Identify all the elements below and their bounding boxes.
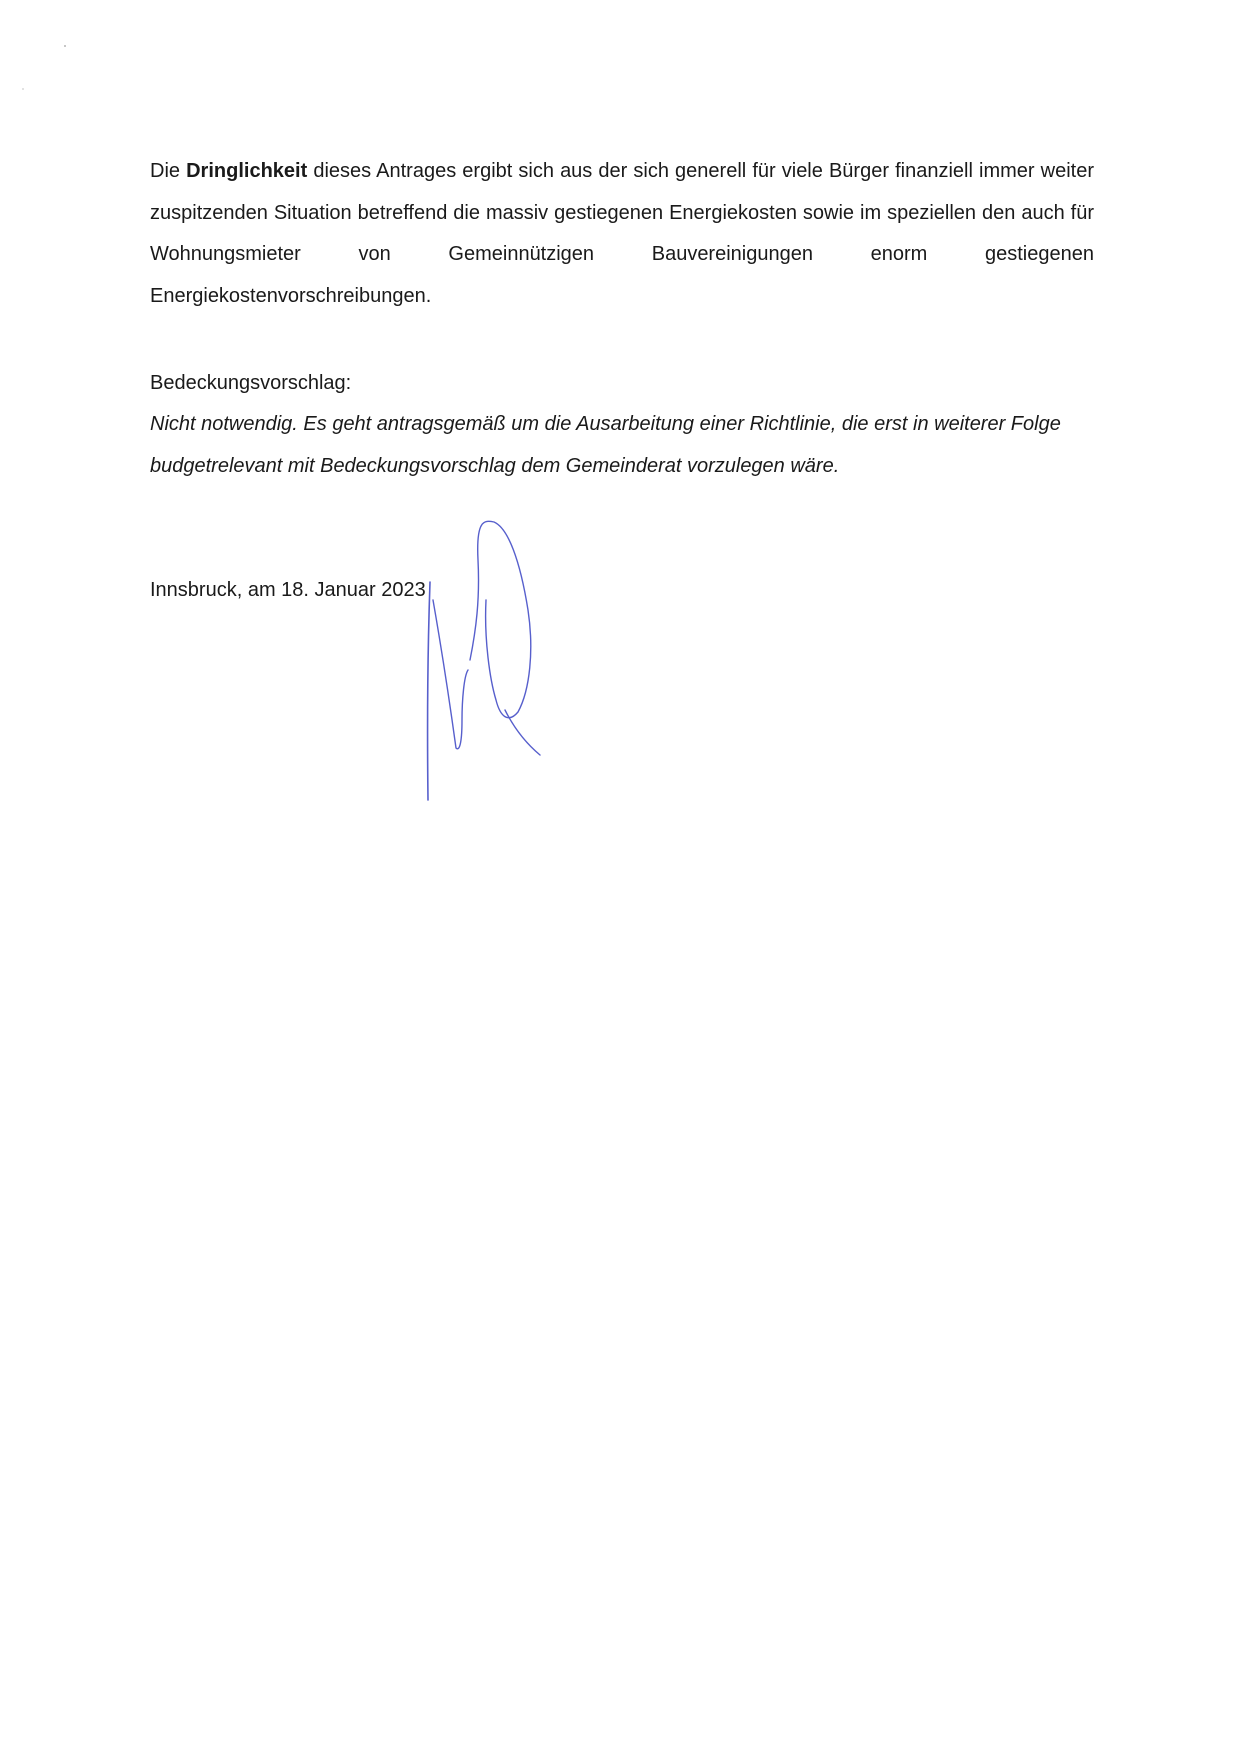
scan-speck xyxy=(22,88,24,90)
signature-stroke xyxy=(505,710,540,755)
coverage-body: Nicht notwendig. Es geht antragsgemäß um die Ausarbeitung einer Richtlinie, die erst in weiterer Folge budgetrelevant mit Bedeckungsvorschlag dem Gemeinderat vorzulegen wäre. xyxy=(150,413,1061,477)
urgency-prefix: Die xyxy=(150,160,187,182)
urgency-keyword: Dringlichkeit xyxy=(186,160,308,182)
coverage-heading: Bedeckungsvorschlag: xyxy=(150,372,352,394)
signature-stroke xyxy=(433,600,468,749)
signature-stroke xyxy=(428,582,430,800)
place-date: Innsbruck, am 18. Januar 2023 xyxy=(150,579,426,601)
signature-stroke xyxy=(470,521,531,717)
urgency-text: dieses Antrages ergibt sich aus der sich generell für viele Bürger finanziell immer weiter zuspitzenden Situation betreffend die massiv gestiegenen Energiekosten sowie im speziellen den auch für Wohnungsmieter von Gemeinnützigen Bauvereinigungen enorm gestiegenen Energiekostenvorschreibungen. xyxy=(150,160,1094,307)
urgency-paragraph xyxy=(150,151,1094,317)
scan-speck xyxy=(64,45,66,47)
